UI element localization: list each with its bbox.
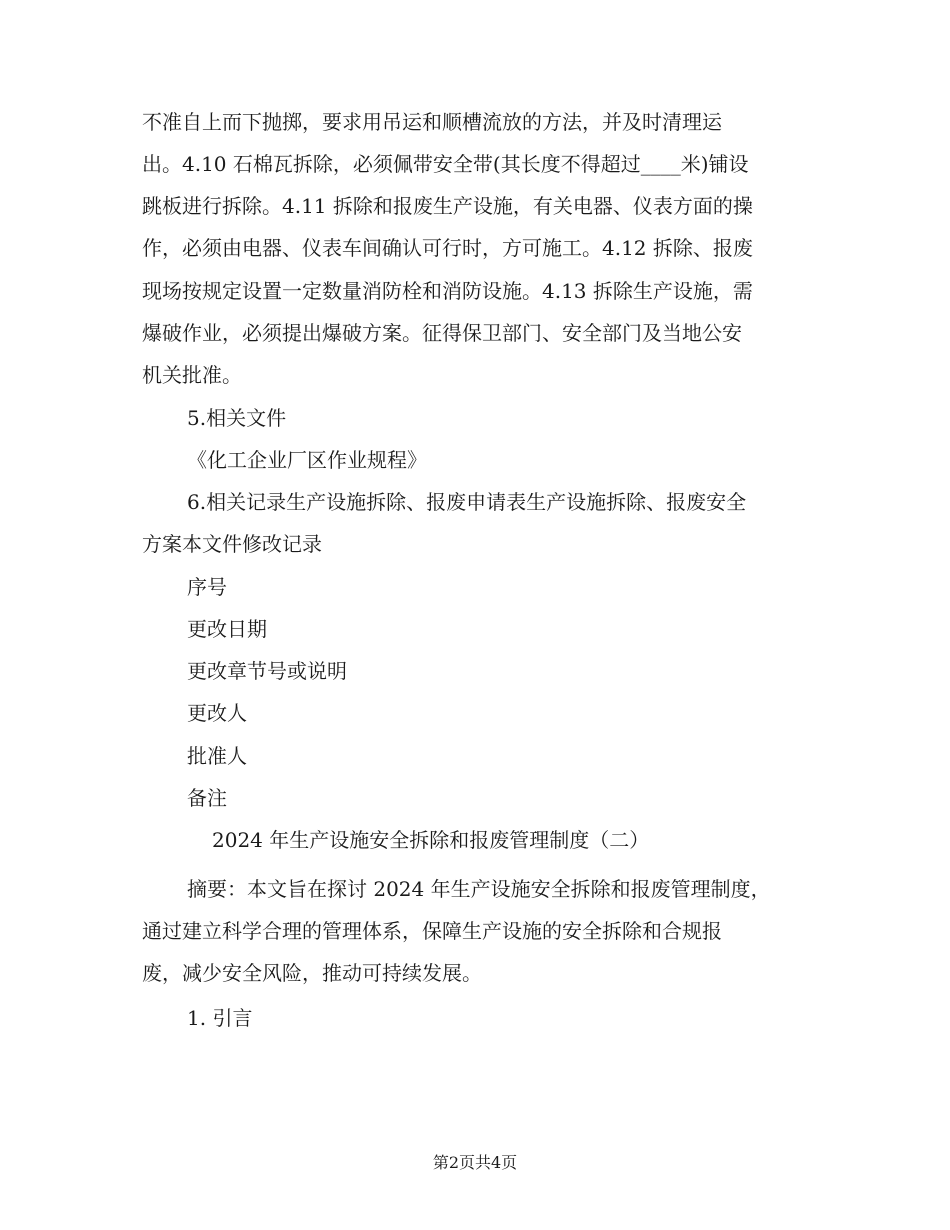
- record-field-label: 更改章节号或说明: [187, 659, 347, 683]
- paragraph-line: 6.相关记录生产设施拆除、报废申请表生产设施拆除、报废安全: [187, 490, 747, 514]
- record-field-label: 备注: [187, 786, 227, 810]
- section-heading: 1. 引言: [187, 1006, 253, 1030]
- paragraph-line: 现场按规定设置一定数量消防栓和消防设施。4.13 拆除生产设施，需: [142, 279, 753, 303]
- paragraph-line: 跳板进行拆除。4.11 拆除和报废生产设施，有关电器、仪表方面的操: [142, 194, 753, 218]
- record-field-label: 更改日期: [187, 617, 267, 641]
- paragraph-line: 方案本文件修改记录: [142, 532, 322, 556]
- section-heading: 5.相关文件: [187, 406, 287, 430]
- record-field-label: 更改人: [187, 701, 247, 725]
- record-field-label: 序号: [187, 575, 227, 599]
- abstract-line: 摘要：本文旨在探讨 2024 年生产设施安全拆除和报废管理制度，: [187, 877, 771, 901]
- record-field-label: 批准人: [187, 744, 247, 768]
- document-title: 2024 年生产设施安全拆除和报废管理制度（二）: [212, 828, 650, 852]
- related-document-title: 《化工企业厂区作业规程》: [187, 448, 427, 472]
- paragraph-line: 出。4.10 石棉瓦拆除，必须佩带安全带(其长度不得超过____米)铺设: [142, 152, 749, 176]
- paragraph-line: 不准自上而下抛掷，要求用吊运和顺槽流放的方法，并及时清理运: [142, 110, 722, 134]
- paragraph-line: 机关批准。: [142, 363, 242, 387]
- abstract-line: 废，减少安全风险，推动可持续发展。: [142, 961, 482, 985]
- page-number: 第2页共4页: [432, 1153, 518, 1172]
- paragraph-line: 作，必须由电器、仪表车间确认可行时，方可施工。4.12 拆除、报废: [142, 236, 753, 260]
- abstract-line: 通过建立科学合理的管理体系，保障生产设施的安全拆除和合规报: [142, 919, 722, 943]
- paragraph-line: 爆破作业，必须提出爆破方案。征得保卫部门、安全部门及当地公安: [142, 321, 742, 345]
